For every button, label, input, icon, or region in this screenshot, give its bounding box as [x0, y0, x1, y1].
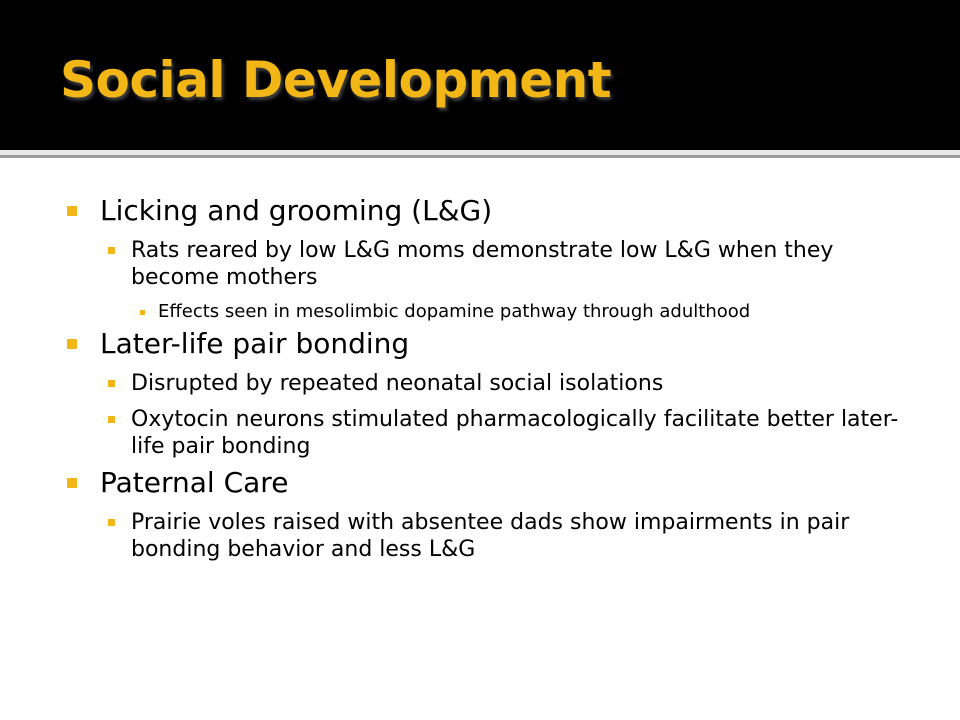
square-bullet-icon [67, 339, 77, 349]
square-bullet-icon [67, 478, 77, 488]
square-bullet-icon [140, 310, 145, 315]
square-bullet-icon [67, 206, 77, 216]
slide-content [0, 158, 960, 720]
sub-bullet-item [0, 406, 901, 460]
bullet-text: Licking and grooming (L&G) [100, 194, 493, 227]
bullet-text: Paternal Care [100, 466, 289, 499]
square-bullet-icon [108, 416, 115, 423]
bullet-text: Later-life pair bonding [100, 327, 410, 360]
sub-bullet-text: Oxytocin neurons stimulated pharmacologically facilitate better later-life pair bonding [131, 407, 899, 459]
sub-sub-bullet-text: Effects seen in mesolimbic dopamine pathway through adulthood [158, 301, 751, 322]
sub-sub-bullet-item [0, 301, 838, 323]
square-bullet-icon [108, 380, 115, 387]
sub-bullet-item [0, 237, 901, 291]
sub-bullet-item [0, 509, 901, 563]
sub-bullet-text: Rats reared by low L&G moms demonstrate low L&G when they become mothers [131, 238, 834, 290]
bullet-item [0, 466, 901, 500]
square-bullet-icon [108, 247, 115, 254]
slide-title: Social Development [60, 51, 612, 109]
title-band [0, 0, 960, 150]
sub-bullet-text: Prairie voles raised with absentee dads show impairments in pair bonding behavior and less L&G [131, 510, 850, 562]
sub-bullet-text: Disrupted by repeated neonatal social isolations [131, 371, 664, 396]
sub-bullet-item [0, 370, 901, 397]
bullet-item [0, 327, 901, 361]
bullet-item [0, 194, 901, 228]
square-bullet-icon [108, 519, 115, 526]
bullet-list [0, 194, 901, 563]
